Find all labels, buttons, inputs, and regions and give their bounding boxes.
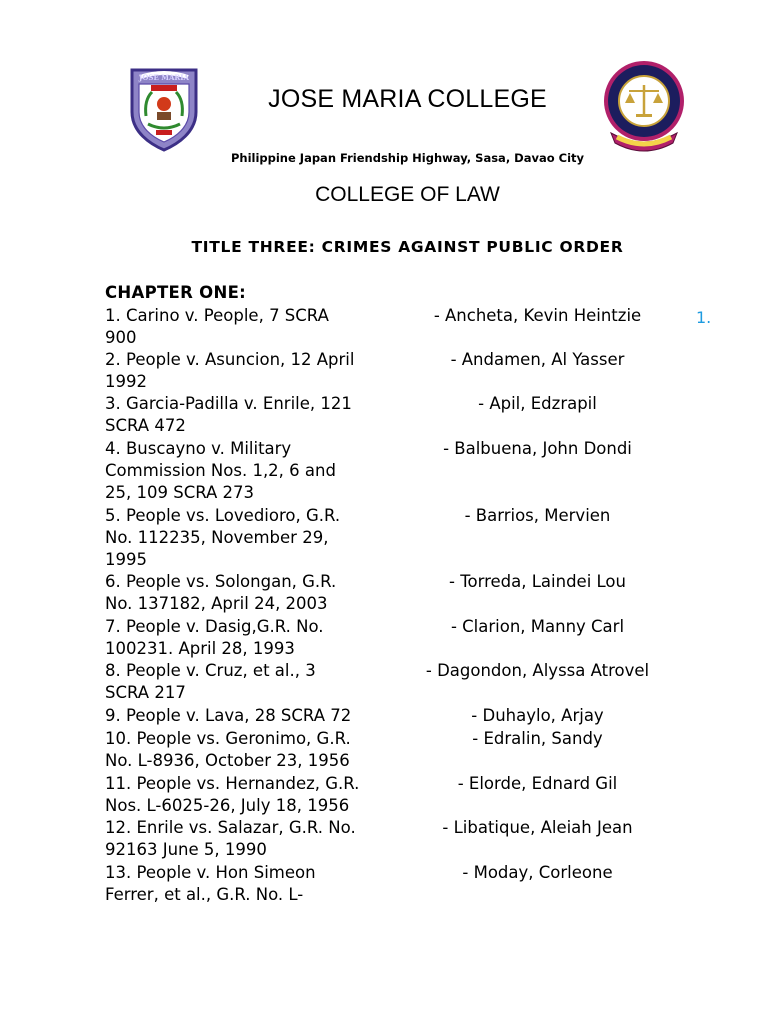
case-citation: 3. Garcia-Padilla v. Enrile, 121 SCRA 472 bbox=[105, 394, 352, 436]
college-address: Philippine Japan Friendship Highway, Sasa, Davao City bbox=[230, 151, 585, 165]
department-name: COLLEGE OF LAW bbox=[315, 183, 500, 206]
svg-text:JOSE MARIA: JOSE MARIA bbox=[139, 73, 189, 82]
assigned-student: - Libatique, Aleiah Jean bbox=[442, 818, 633, 837]
college-name: JOSE MARIA COLLEGE bbox=[268, 85, 547, 113]
assigned-student: - Balbuena, John Dondi bbox=[443, 439, 632, 458]
case-citation: 6. People vs. Solongan, G.R. No. 137182, April 24, 2003 bbox=[105, 572, 337, 614]
college-of-law-seal-logo bbox=[599, 59, 689, 157]
assigned-student: - Duhaylo, Arjay bbox=[471, 706, 604, 725]
assigned-student: - Apil, Edzrapil bbox=[478, 394, 597, 413]
assigned-student: - Torreda, Laindei Lou bbox=[449, 572, 626, 591]
chapter-heading: CHAPTER ONE: bbox=[105, 283, 247, 302]
case-citation: 4. Buscayno v. Military Commission Nos. 1,2, 6 and 25, 109 SCRA 273 bbox=[105, 439, 336, 503]
assigned-student: - Edralin, Sandy bbox=[472, 729, 603, 748]
list-number-marker: 1. bbox=[696, 308, 712, 327]
case-citation: 8. People v. Cruz, et al., 3 SCRA 217 bbox=[105, 661, 316, 703]
case-citation: 11. People vs. Hernandez, G.R. Nos. L-6025-26, July 18, 1956 bbox=[105, 774, 360, 816]
case-citation: 13. People v. Hon Simeon Ferrer, et al., G.R. No. L- bbox=[105, 863, 316, 905]
case-citation: 2. People v. Asuncion, 12 April 1992 bbox=[105, 350, 355, 392]
document-title: TITLE THREE: CRIMES AGAINST PUBLIC ORDER bbox=[191, 238, 624, 256]
case-citation: 12. Enrile vs. Salazar, G.R. No. 92163 June 5, 1990 bbox=[105, 818, 356, 860]
case-citation: 1. Carino v. People, 7 SCRA 900 bbox=[105, 306, 329, 348]
assigned-student: - Barrios, Mervien bbox=[464, 506, 611, 525]
case-citation: 9. People v. Lava, 28 SCRA 72 bbox=[105, 706, 352, 725]
assigned-student: - Clarion, Manny Carl bbox=[450, 617, 625, 636]
case-citation: 10. People vs. Geronimo, G.R. No. L-8936, October 23, 1956 bbox=[105, 729, 351, 771]
assigned-student: - Dagondon, Alyssa Atrovel bbox=[425, 661, 650, 680]
assigned-student: - Andamen, Al Yasser bbox=[450, 350, 625, 369]
case-citation: 5. People vs. Lovedioro, G.R. No. 112235, November 29, 1995 bbox=[105, 506, 341, 570]
assigned-student: - Elorde, Ednard Gil bbox=[457, 774, 618, 793]
assigned-student: - Moday, Corleone bbox=[462, 863, 613, 882]
case-citation: 7. People v. Dasig,G.R. No. 100231. April 28, 1993 bbox=[105, 617, 324, 659]
assigned-student: - Ancheta, Kevin Heintzie bbox=[433, 306, 642, 325]
